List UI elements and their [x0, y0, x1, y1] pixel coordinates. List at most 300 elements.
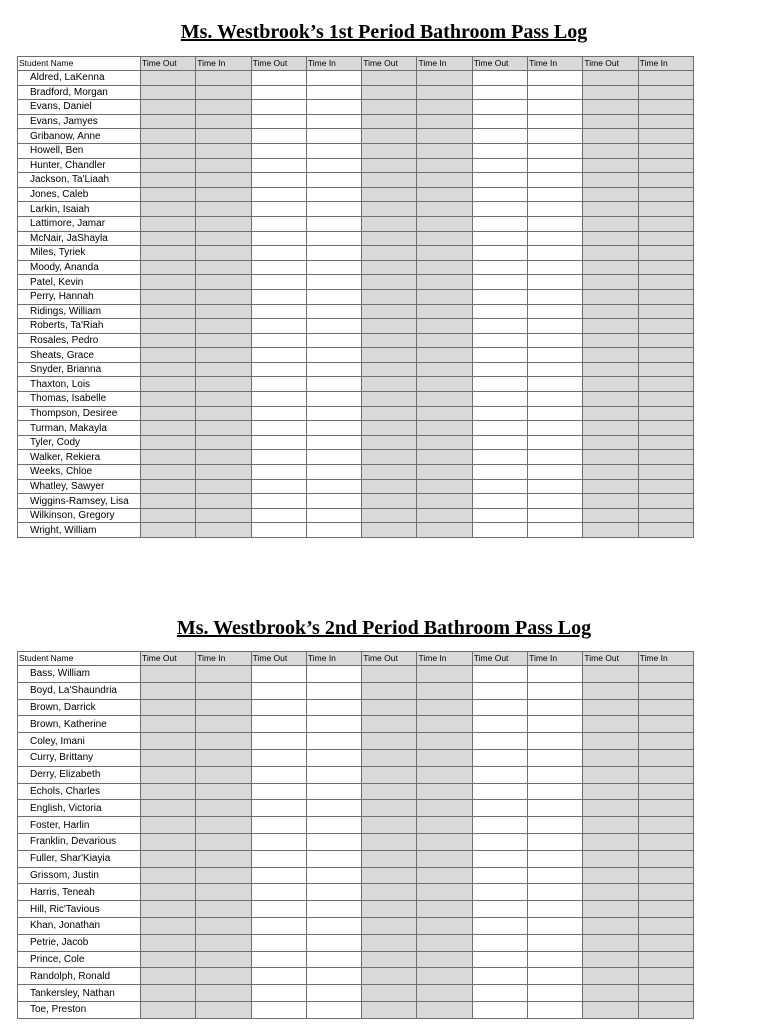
time-in-cell[interactable]	[196, 682, 251, 699]
time-in-cell[interactable]	[196, 833, 251, 850]
time-in-cell[interactable]	[528, 275, 583, 290]
time-in-cell[interactable]	[196, 850, 251, 867]
time-out-cell[interactable]	[362, 716, 417, 733]
time-in-cell[interactable]	[528, 951, 583, 968]
time-out-cell[interactable]	[141, 260, 196, 275]
time-in-cell[interactable]	[417, 173, 472, 188]
time-out-cell[interactable]	[583, 850, 638, 867]
time-out-cell[interactable]	[583, 392, 638, 407]
time-in-cell[interactable]	[306, 435, 361, 450]
time-in-cell[interactable]	[417, 951, 472, 968]
time-out-cell[interactable]	[583, 275, 638, 290]
time-out-cell[interactable]	[583, 968, 638, 985]
time-in-cell[interactable]	[528, 465, 583, 480]
time-out-cell[interactable]	[472, 319, 527, 334]
time-in-cell[interactable]	[638, 682, 693, 699]
time-in-cell[interactable]	[306, 817, 361, 834]
time-out-cell[interactable]	[472, 392, 527, 407]
time-in-cell[interactable]	[638, 523, 693, 538]
time-out-cell[interactable]	[583, 884, 638, 901]
time-out-cell[interactable]	[583, 246, 638, 261]
time-in-cell[interactable]	[417, 682, 472, 699]
time-out-cell[interactable]	[141, 749, 196, 766]
time-out-cell[interactable]	[583, 817, 638, 834]
time-out-cell[interactable]	[472, 246, 527, 261]
time-out-cell[interactable]	[362, 817, 417, 834]
time-out-cell[interactable]	[362, 100, 417, 115]
time-out-cell[interactable]	[472, 158, 527, 173]
time-in-cell[interactable]	[638, 968, 693, 985]
time-out-cell[interactable]	[251, 231, 306, 246]
time-in-cell[interactable]	[196, 231, 251, 246]
time-out-cell[interactable]	[251, 817, 306, 834]
time-out-cell[interactable]	[362, 666, 417, 683]
time-out-cell[interactable]	[251, 158, 306, 173]
time-out-cell[interactable]	[583, 733, 638, 750]
time-in-cell[interactable]	[306, 766, 361, 783]
time-out-cell[interactable]	[583, 934, 638, 951]
time-out-cell[interactable]	[583, 749, 638, 766]
time-in-cell[interactable]	[417, 766, 472, 783]
time-out-cell[interactable]	[251, 71, 306, 86]
time-out-cell[interactable]	[362, 733, 417, 750]
time-out-cell[interactable]	[472, 143, 527, 158]
time-out-cell[interactable]	[141, 901, 196, 918]
time-in-cell[interactable]	[196, 289, 251, 304]
time-out-cell[interactable]	[472, 450, 527, 465]
time-in-cell[interactable]	[528, 968, 583, 985]
time-in-cell[interactable]	[417, 699, 472, 716]
time-out-cell[interactable]	[472, 1001, 527, 1018]
time-in-cell[interactable]	[417, 523, 472, 538]
time-in-cell[interactable]	[196, 392, 251, 407]
time-out-cell[interactable]	[141, 800, 196, 817]
time-in-cell[interactable]	[638, 129, 693, 144]
time-out-cell[interactable]	[472, 699, 527, 716]
time-in-cell[interactable]	[528, 216, 583, 231]
time-out-cell[interactable]	[251, 951, 306, 968]
time-out-cell[interactable]	[251, 246, 306, 261]
time-in-cell[interactable]	[638, 850, 693, 867]
time-in-cell[interactable]	[638, 465, 693, 480]
time-in-cell[interactable]	[528, 783, 583, 800]
time-in-cell[interactable]	[306, 833, 361, 850]
time-in-cell[interactable]	[417, 934, 472, 951]
time-in-cell[interactable]	[638, 304, 693, 319]
time-in-cell[interactable]	[306, 666, 361, 683]
time-out-cell[interactable]	[472, 749, 527, 766]
time-out-cell[interactable]	[362, 850, 417, 867]
time-out-cell[interactable]	[472, 231, 527, 246]
time-in-cell[interactable]	[417, 901, 472, 918]
time-out-cell[interactable]	[141, 766, 196, 783]
time-out-cell[interactable]	[362, 917, 417, 934]
time-in-cell[interactable]	[528, 85, 583, 100]
time-out-cell[interactable]	[472, 304, 527, 319]
time-out-cell[interactable]	[141, 158, 196, 173]
time-in-cell[interactable]	[196, 494, 251, 509]
time-out-cell[interactable]	[362, 699, 417, 716]
time-in-cell[interactable]	[528, 333, 583, 348]
time-out-cell[interactable]	[251, 733, 306, 750]
time-in-cell[interactable]	[306, 289, 361, 304]
time-in-cell[interactable]	[417, 202, 472, 217]
time-in-cell[interactable]	[306, 699, 361, 716]
time-out-cell[interactable]	[472, 71, 527, 86]
time-in-cell[interactable]	[417, 231, 472, 246]
time-in-cell[interactable]	[417, 304, 472, 319]
time-out-cell[interactable]	[141, 508, 196, 523]
time-in-cell[interactable]	[638, 783, 693, 800]
time-out-cell[interactable]	[362, 202, 417, 217]
time-out-cell[interactable]	[583, 901, 638, 918]
time-out-cell[interactable]	[583, 202, 638, 217]
time-out-cell[interactable]	[251, 766, 306, 783]
time-in-cell[interactable]	[306, 85, 361, 100]
time-out-cell[interactable]	[251, 187, 306, 202]
time-out-cell[interactable]	[141, 246, 196, 261]
time-out-cell[interactable]	[472, 202, 527, 217]
time-in-cell[interactable]	[638, 934, 693, 951]
time-in-cell[interactable]	[417, 187, 472, 202]
time-out-cell[interactable]	[362, 968, 417, 985]
time-out-cell[interactable]	[362, 479, 417, 494]
time-in-cell[interactable]	[196, 733, 251, 750]
time-in-cell[interactable]	[306, 319, 361, 334]
time-out-cell[interactable]	[583, 333, 638, 348]
time-out-cell[interactable]	[251, 143, 306, 158]
time-in-cell[interactable]	[196, 749, 251, 766]
time-in-cell[interactable]	[306, 917, 361, 934]
time-out-cell[interactable]	[141, 884, 196, 901]
time-out-cell[interactable]	[362, 934, 417, 951]
time-out-cell[interactable]	[583, 362, 638, 377]
time-in-cell[interactable]	[306, 934, 361, 951]
time-in-cell[interactable]	[638, 71, 693, 86]
time-out-cell[interactable]	[583, 319, 638, 334]
time-out-cell[interactable]	[583, 666, 638, 683]
time-out-cell[interactable]	[583, 158, 638, 173]
time-out-cell[interactable]	[362, 362, 417, 377]
time-out-cell[interactable]	[583, 289, 638, 304]
time-out-cell[interactable]	[472, 465, 527, 480]
time-in-cell[interactable]	[306, 100, 361, 115]
time-in-cell[interactable]	[196, 716, 251, 733]
time-in-cell[interactable]	[306, 479, 361, 494]
time-in-cell[interactable]	[528, 817, 583, 834]
time-out-cell[interactable]	[251, 333, 306, 348]
time-in-cell[interactable]	[417, 450, 472, 465]
time-in-cell[interactable]	[196, 523, 251, 538]
time-out-cell[interactable]	[141, 867, 196, 884]
time-in-cell[interactable]	[196, 985, 251, 1002]
time-out-cell[interactable]	[472, 682, 527, 699]
time-in-cell[interactable]	[638, 1001, 693, 1018]
time-in-cell[interactable]	[417, 1001, 472, 1018]
time-in-cell[interactable]	[528, 833, 583, 850]
time-in-cell[interactable]	[306, 733, 361, 750]
time-out-cell[interactable]	[141, 392, 196, 407]
time-in-cell[interactable]	[306, 450, 361, 465]
time-in-cell[interactable]	[528, 202, 583, 217]
time-in-cell[interactable]	[196, 817, 251, 834]
time-out-cell[interactable]	[141, 289, 196, 304]
time-out-cell[interactable]	[251, 934, 306, 951]
time-in-cell[interactable]	[306, 508, 361, 523]
time-in-cell[interactable]	[306, 494, 361, 509]
time-in-cell[interactable]	[417, 216, 472, 231]
time-out-cell[interactable]	[141, 450, 196, 465]
time-out-cell[interactable]	[472, 968, 527, 985]
time-in-cell[interactable]	[417, 985, 472, 1002]
time-in-cell[interactable]	[306, 202, 361, 217]
time-in-cell[interactable]	[417, 917, 472, 934]
time-in-cell[interactable]	[196, 867, 251, 884]
time-out-cell[interactable]	[251, 666, 306, 683]
time-out-cell[interactable]	[251, 304, 306, 319]
time-in-cell[interactable]	[306, 216, 361, 231]
time-out-cell[interactable]	[251, 749, 306, 766]
time-in-cell[interactable]	[638, 187, 693, 202]
time-out-cell[interactable]	[251, 494, 306, 509]
time-out-cell[interactable]	[141, 917, 196, 934]
time-in-cell[interactable]	[306, 348, 361, 363]
time-out-cell[interactable]	[362, 523, 417, 538]
time-out-cell[interactable]	[141, 173, 196, 188]
time-in-cell[interactable]	[528, 304, 583, 319]
time-in-cell[interactable]	[196, 666, 251, 683]
time-in-cell[interactable]	[528, 421, 583, 436]
time-out-cell[interactable]	[251, 275, 306, 290]
time-out-cell[interactable]	[141, 682, 196, 699]
time-in-cell[interactable]	[417, 435, 472, 450]
time-in-cell[interactable]	[528, 100, 583, 115]
time-in-cell[interactable]	[306, 783, 361, 800]
time-out-cell[interactable]	[583, 682, 638, 699]
time-in-cell[interactable]	[638, 362, 693, 377]
time-out-cell[interactable]	[362, 173, 417, 188]
time-out-cell[interactable]	[362, 129, 417, 144]
time-out-cell[interactable]	[362, 783, 417, 800]
time-out-cell[interactable]	[141, 716, 196, 733]
time-in-cell[interactable]	[638, 289, 693, 304]
time-in-cell[interactable]	[196, 129, 251, 144]
time-out-cell[interactable]	[472, 985, 527, 1002]
time-out-cell[interactable]	[583, 173, 638, 188]
time-in-cell[interactable]	[306, 158, 361, 173]
time-in-cell[interactable]	[528, 158, 583, 173]
time-out-cell[interactable]	[472, 421, 527, 436]
time-in-cell[interactable]	[638, 143, 693, 158]
time-out-cell[interactable]	[362, 260, 417, 275]
time-in-cell[interactable]	[417, 348, 472, 363]
time-out-cell[interactable]	[141, 479, 196, 494]
time-out-cell[interactable]	[362, 421, 417, 436]
time-out-cell[interactable]	[583, 85, 638, 100]
time-in-cell[interactable]	[638, 392, 693, 407]
time-in-cell[interactable]	[638, 479, 693, 494]
time-out-cell[interactable]	[583, 421, 638, 436]
time-out-cell[interactable]	[141, 216, 196, 231]
time-out-cell[interactable]	[362, 800, 417, 817]
time-in-cell[interactable]	[306, 867, 361, 884]
time-out-cell[interactable]	[141, 304, 196, 319]
time-out-cell[interactable]	[251, 968, 306, 985]
time-in-cell[interactable]	[306, 1001, 361, 1018]
time-out-cell[interactable]	[251, 800, 306, 817]
time-in-cell[interactable]	[417, 143, 472, 158]
time-out-cell[interactable]	[362, 508, 417, 523]
time-out-cell[interactable]	[141, 231, 196, 246]
time-out-cell[interactable]	[472, 114, 527, 129]
time-out-cell[interactable]	[251, 682, 306, 699]
time-in-cell[interactable]	[528, 867, 583, 884]
time-in-cell[interactable]	[306, 377, 361, 392]
time-out-cell[interactable]	[251, 783, 306, 800]
time-out-cell[interactable]	[251, 100, 306, 115]
time-in-cell[interactable]	[306, 850, 361, 867]
time-out-cell[interactable]	[472, 666, 527, 683]
time-in-cell[interactable]	[638, 246, 693, 261]
time-in-cell[interactable]	[528, 523, 583, 538]
time-out-cell[interactable]	[583, 129, 638, 144]
time-out-cell[interactable]	[141, 100, 196, 115]
time-in-cell[interactable]	[306, 884, 361, 901]
time-in-cell[interactable]	[196, 187, 251, 202]
time-out-cell[interactable]	[583, 216, 638, 231]
time-in-cell[interactable]	[528, 850, 583, 867]
time-out-cell[interactable]	[141, 833, 196, 850]
time-in-cell[interactable]	[196, 71, 251, 86]
time-in-cell[interactable]	[638, 833, 693, 850]
time-in-cell[interactable]	[306, 392, 361, 407]
time-out-cell[interactable]	[251, 917, 306, 934]
time-in-cell[interactable]	[196, 1001, 251, 1018]
time-out-cell[interactable]	[472, 884, 527, 901]
time-out-cell[interactable]	[472, 348, 527, 363]
time-out-cell[interactable]	[362, 450, 417, 465]
time-out-cell[interactable]	[472, 934, 527, 951]
time-in-cell[interactable]	[196, 699, 251, 716]
time-out-cell[interactable]	[362, 951, 417, 968]
time-out-cell[interactable]	[583, 348, 638, 363]
time-in-cell[interactable]	[638, 917, 693, 934]
time-in-cell[interactable]	[417, 71, 472, 86]
time-out-cell[interactable]	[141, 850, 196, 867]
time-in-cell[interactable]	[417, 377, 472, 392]
time-in-cell[interactable]	[196, 917, 251, 934]
time-out-cell[interactable]	[362, 494, 417, 509]
time-in-cell[interactable]	[638, 867, 693, 884]
time-in-cell[interactable]	[528, 917, 583, 934]
time-out-cell[interactable]	[472, 733, 527, 750]
time-in-cell[interactable]	[306, 985, 361, 1002]
time-in-cell[interactable]	[638, 951, 693, 968]
time-out-cell[interactable]	[141, 362, 196, 377]
time-in-cell[interactable]	[196, 158, 251, 173]
time-in-cell[interactable]	[528, 377, 583, 392]
time-in-cell[interactable]	[417, 406, 472, 421]
time-in-cell[interactable]	[417, 508, 472, 523]
time-out-cell[interactable]	[472, 435, 527, 450]
time-in-cell[interactable]	[196, 275, 251, 290]
time-in-cell[interactable]	[528, 479, 583, 494]
time-out-cell[interactable]	[472, 377, 527, 392]
time-out-cell[interactable]	[251, 260, 306, 275]
time-out-cell[interactable]	[141, 114, 196, 129]
time-out-cell[interactable]	[362, 114, 417, 129]
time-out-cell[interactable]	[141, 699, 196, 716]
time-in-cell[interactable]	[196, 465, 251, 480]
time-out-cell[interactable]	[362, 682, 417, 699]
time-in-cell[interactable]	[196, 319, 251, 334]
time-out-cell[interactable]	[472, 275, 527, 290]
time-out-cell[interactable]	[251, 716, 306, 733]
time-in-cell[interactable]	[306, 143, 361, 158]
time-in-cell[interactable]	[417, 494, 472, 509]
time-out-cell[interactable]	[472, 508, 527, 523]
time-out-cell[interactable]	[472, 523, 527, 538]
time-in-cell[interactable]	[417, 289, 472, 304]
time-out-cell[interactable]	[583, 917, 638, 934]
time-out-cell[interactable]	[251, 435, 306, 450]
time-in-cell[interactable]	[417, 465, 472, 480]
time-out-cell[interactable]	[362, 766, 417, 783]
time-out-cell[interactable]	[251, 202, 306, 217]
time-out-cell[interactable]	[141, 129, 196, 144]
time-in-cell[interactable]	[638, 202, 693, 217]
time-out-cell[interactable]	[583, 716, 638, 733]
time-out-cell[interactable]	[362, 158, 417, 173]
time-in-cell[interactable]	[306, 800, 361, 817]
time-out-cell[interactable]	[251, 289, 306, 304]
time-in-cell[interactable]	[528, 494, 583, 509]
time-out-cell[interactable]	[251, 985, 306, 1002]
time-out-cell[interactable]	[472, 216, 527, 231]
time-out-cell[interactable]	[141, 968, 196, 985]
time-in-cell[interactable]	[528, 187, 583, 202]
time-in-cell[interactable]	[528, 716, 583, 733]
time-in-cell[interactable]	[528, 231, 583, 246]
time-out-cell[interactable]	[583, 800, 638, 817]
time-out-cell[interactable]	[472, 406, 527, 421]
time-out-cell[interactable]	[472, 479, 527, 494]
time-in-cell[interactable]	[638, 348, 693, 363]
time-in-cell[interactable]	[417, 275, 472, 290]
time-out-cell[interactable]	[141, 465, 196, 480]
time-out-cell[interactable]	[472, 800, 527, 817]
time-out-cell[interactable]	[362, 333, 417, 348]
time-in-cell[interactable]	[638, 173, 693, 188]
time-out-cell[interactable]	[362, 289, 417, 304]
time-in-cell[interactable]	[638, 749, 693, 766]
time-in-cell[interactable]	[528, 985, 583, 1002]
time-out-cell[interactable]	[251, 508, 306, 523]
time-in-cell[interactable]	[306, 187, 361, 202]
time-out-cell[interactable]	[251, 114, 306, 129]
time-in-cell[interactable]	[417, 733, 472, 750]
time-in-cell[interactable]	[528, 435, 583, 450]
time-out-cell[interactable]	[141, 421, 196, 436]
time-in-cell[interactable]	[306, 716, 361, 733]
time-out-cell[interactable]	[141, 494, 196, 509]
time-in-cell[interactable]	[417, 817, 472, 834]
time-in-cell[interactable]	[528, 362, 583, 377]
time-in-cell[interactable]	[528, 682, 583, 699]
time-out-cell[interactable]	[251, 406, 306, 421]
time-in-cell[interactable]	[196, 901, 251, 918]
time-in-cell[interactable]	[196, 435, 251, 450]
